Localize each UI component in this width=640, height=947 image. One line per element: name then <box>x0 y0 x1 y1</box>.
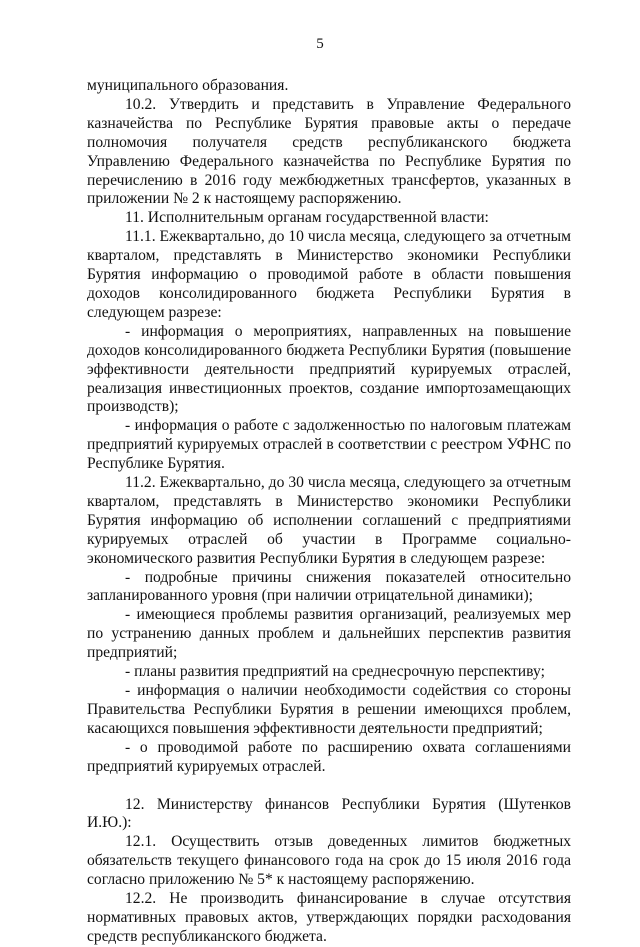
page-number: 5 <box>316 36 324 52</box>
list-item: - информация о наличии необходимости содействия со стороны Правительства Республики Бурятия в решении имеющихся проблем, касающихся повышения эффективности деятельности предприятий; <box>87 682 571 737</box>
paragraph-12-1: 12.1. Осуществить отзыв доведенных лимитов бюджетных обязательств текущего финансового года на срок до 15 июля 2016 года согласно приложению № 5* к настоящему распоряжению. <box>87 833 571 889</box>
list-item: - информация о мероприятиях, направленных на повышение доходов консолидированного бюджета Республики Бурятия (повышение эффективности деятельности предприятий курируемых отраслей, реализация инвестиционных проектов, создание импортозамещающих производств); <box>87 322 571 416</box>
list-item: - информация о работе с задолженностью по налоговым платежам предприятий курируемых отраслей в соответствии с реестром УФНС по Республике Бурятия. <box>87 417 571 473</box>
paragraph-10-2: 10.2. Утвердить и представить в Управление Федерального казначейства по Республике Бурятия правовые акты о передаче полномочия получателя средств республиканского бюджета Управлению Федерального казначейства по Республике Бурятия по перечислению в 2016 году межбюджетных трансфертов, указанных в приложении № 2 к настоящему распоряжению. <box>87 95 571 208</box>
blank-line <box>87 777 571 796</box>
paragraph-12-2: 12.2. Не производить финансирование в случае отсутствия нормативных правовых актов, утверждающих порядки расходования средств республиканского бюджета. <box>87 890 571 945</box>
list-item: - планы развития предприятий на среднесрочную перспективу; <box>125 663 545 681</box>
list-item: - подробные причины снижения показателей относительно запланированного уровня (при наличии отрицательной динамики); <box>87 568 571 605</box>
paragraph-continuation: муниципального образования. <box>87 77 289 94</box>
list-item: - о проводимой работе по расширению охвата соглашениями предприятий курируемых отраслей. <box>87 738 571 775</box>
list-item: - имеющиеся проблемы развития организаций, реализуемых мер по устранению данных проблем и дальнейших перспектив развития предприятий; <box>87 606 571 662</box>
document-body <box>87 77 571 947</box>
paragraph-11-2: 11.2. Ежеквартально, до 30 числа месяца, следующего за отчетным кварталом, представлять в Министерство экономики Республики Бурятия информацию об исполнении соглашений с предприятиями курируемых отраслей об участии в Программе социально-экономического развития Республики Бурятия в следующем разрезе: <box>87 474 571 567</box>
paragraph-12: 12. Министерству финансов Республики Бурятия (Шутенков И.Ю.): <box>87 795 571 832</box>
paragraph-11: 11. Исполнительным органам государственной власти: <box>125 209 489 227</box>
paragraph-11-1: 11.1. Ежеквартально, до 10 числа месяца, следующего за отчетным кварталом, представлять в Министерство экономики Республики Бурятия информацию о проводимой работе в области повышения доходов консолидированного бюджета Республики Бурятия в следующем разрезе: <box>87 228 571 321</box>
